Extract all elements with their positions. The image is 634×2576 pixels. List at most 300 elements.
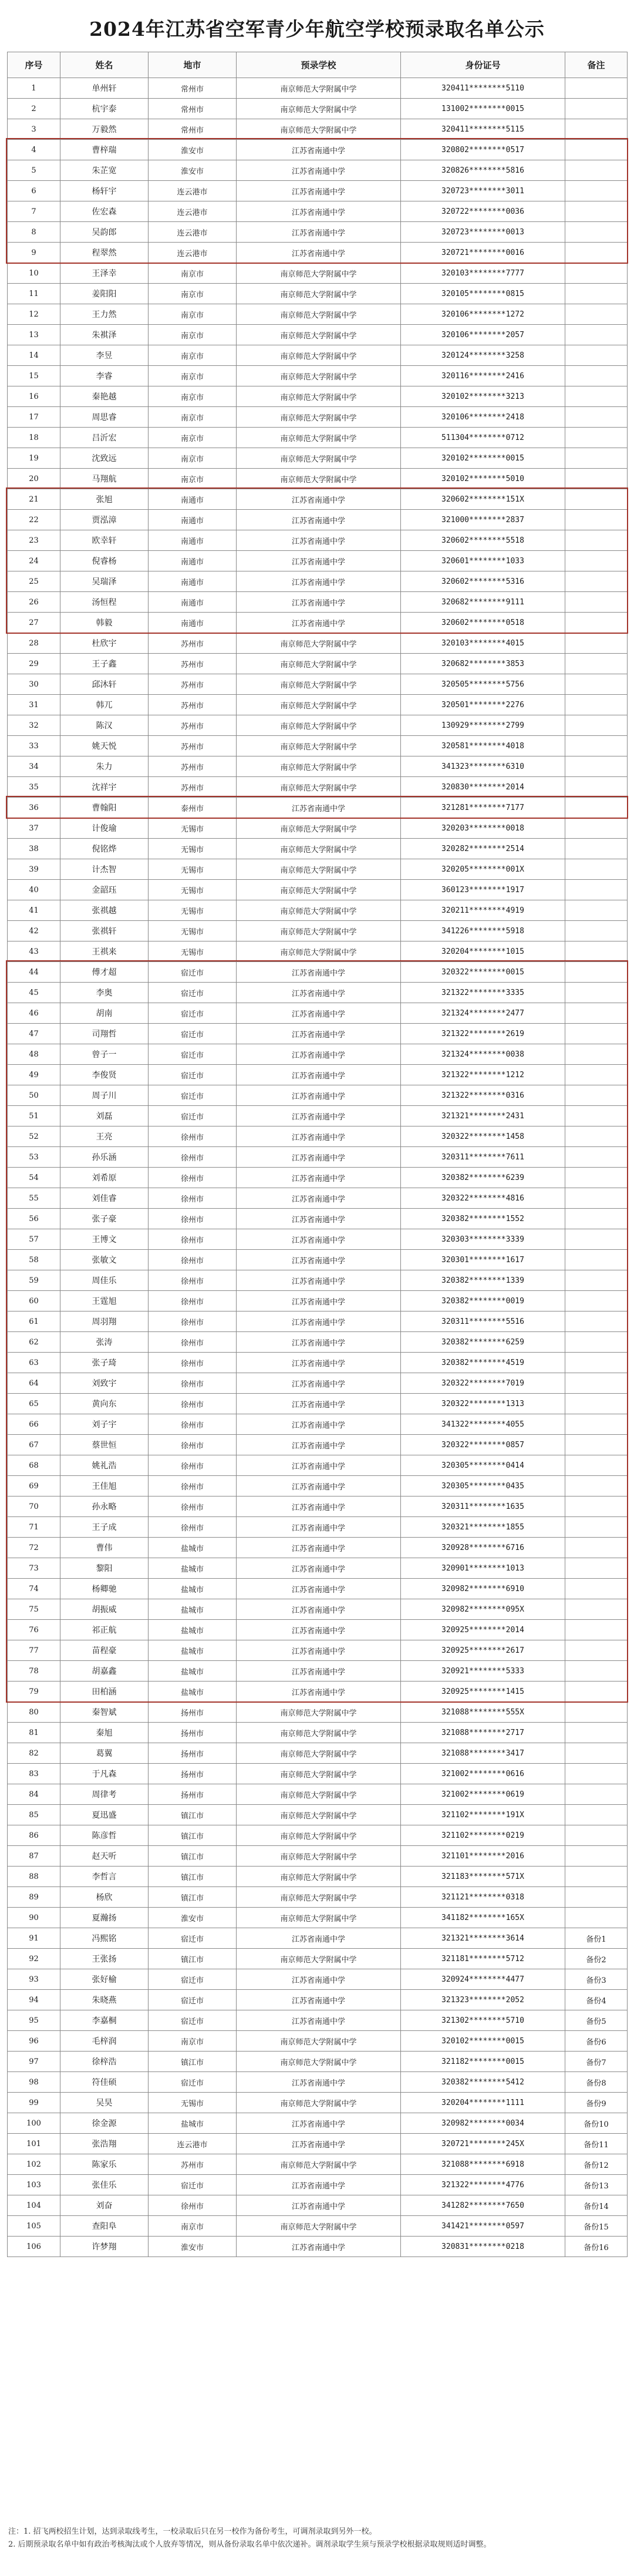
cell-remark — [565, 1085, 628, 1106]
cell-remark: 备份12 — [565, 2154, 628, 2175]
cell-name: 佐宏森 — [60, 201, 149, 222]
cell-id-number: 320982********6910 — [401, 1579, 565, 1599]
table-row — [8, 1949, 628, 1969]
cell-name: 姚礼浩 — [60, 1455, 149, 1476]
table-row — [8, 1270, 628, 1291]
cell-name: 孙永略 — [60, 1496, 149, 1517]
table-row — [8, 1455, 628, 1476]
cell-remark — [565, 1661, 628, 1682]
cell-city: 无锡市 — [149, 859, 237, 880]
cell-index: 102 — [8, 2154, 60, 2175]
cell-name: 张子豪 — [60, 1209, 149, 1229]
cell-school: 南京师范大学附属中学 — [237, 366, 401, 386]
cell-index: 93 — [8, 1969, 60, 1990]
table-row — [8, 1682, 628, 1702]
cell-city: 连云港市 — [149, 222, 237, 243]
cell-id-number: 321322********0316 — [401, 1085, 565, 1106]
cell-city: 南京市 — [149, 448, 237, 469]
cell-city: 盐城市 — [149, 1599, 237, 1620]
cell-school: 南京师范大学附属中学 — [237, 1743, 401, 1764]
cell-city: 常州市 — [149, 119, 237, 140]
table-row — [8, 1784, 628, 1805]
cell-id-number: 131002********0015 — [401, 99, 565, 119]
cell-name: 苗程豪 — [60, 1640, 149, 1661]
cell-id-number: 320601********1033 — [401, 551, 565, 571]
cell-id-number: 320116********2416 — [401, 366, 565, 386]
cell-remark — [565, 1702, 628, 1723]
cell-city: 盐城市 — [149, 2113, 237, 2134]
cell-school: 南京师范大学附属中学 — [237, 777, 401, 798]
cell-id-number: 320321********1855 — [401, 1517, 565, 1538]
cell-name: 金韶珏 — [60, 880, 149, 900]
cell-remark: 备份8 — [565, 2072, 628, 2093]
cell-index: 25 — [8, 571, 60, 592]
admission-table — [7, 52, 628, 2257]
cell-city: 宿迁市 — [149, 1969, 237, 1990]
cell-school: 南京师范大学附属中学 — [237, 1784, 401, 1805]
table-row — [8, 1373, 628, 1394]
cell-school: 江苏省南通中学 — [237, 1558, 401, 1579]
cell-index: 98 — [8, 2072, 60, 2093]
cell-school: 江苏省南通中学 — [237, 1414, 401, 1435]
cell-name: 沈致远 — [60, 448, 149, 469]
cell-school: 江苏省南通中学 — [237, 962, 401, 983]
cell-remark: 备份6 — [565, 2031, 628, 2052]
table-row — [8, 2216, 628, 2237]
cell-name: 马翔航 — [60, 469, 149, 489]
cell-index: 94 — [8, 1990, 60, 2010]
cell-school: 江苏省南通中学 — [237, 510, 401, 530]
cell-name: 吴昊 — [60, 2093, 149, 2113]
cell-remark: 备份14 — [565, 2195, 628, 2216]
cell-city: 苏州市 — [149, 736, 237, 756]
cell-index: 80 — [8, 1702, 60, 1723]
cell-id-number: 320205********001X — [401, 859, 565, 880]
cell-id-number: 130929********2799 — [401, 715, 565, 736]
table-row — [8, 571, 628, 592]
cell-index: 8 — [8, 222, 60, 243]
cell-name: 于凡森 — [60, 1764, 149, 1784]
cell-index: 42 — [8, 921, 60, 941]
cell-id-number: 320802********0517 — [401, 140, 565, 160]
cell-remark — [565, 99, 628, 119]
table-row — [8, 2195, 628, 2216]
cell-city: 徐州市 — [149, 1332, 237, 1353]
cell-id-number: 320581********4018 — [401, 736, 565, 756]
cell-remark: 备份9 — [565, 2093, 628, 2113]
cell-id-number: 320925********2014 — [401, 1620, 565, 1640]
cell-school: 江苏省南通中学 — [237, 1024, 401, 1044]
cell-city: 南通市 — [149, 510, 237, 530]
table-row — [8, 921, 628, 941]
cell-index: 45 — [8, 983, 60, 1003]
cell-school: 江苏省南通中学 — [237, 1928, 401, 1949]
cell-id-number: 320721********0016 — [401, 243, 565, 263]
cell-school: 江苏省南通中学 — [237, 1250, 401, 1270]
table-row — [8, 1476, 628, 1496]
table-row — [8, 2093, 628, 2113]
cell-remark — [565, 1353, 628, 1373]
cell-school: 江苏省南通中学 — [237, 1476, 401, 1496]
cell-index: 74 — [8, 1579, 60, 1599]
table-row — [8, 1250, 628, 1270]
cell-city: 南通市 — [149, 571, 237, 592]
cell-remark — [565, 695, 628, 715]
cell-remark: 备份2 — [565, 1949, 628, 1969]
cell-name: 刘奋 — [60, 2195, 149, 2216]
cell-name: 刘希原 — [60, 1168, 149, 1188]
cell-remark: 备份11 — [565, 2134, 628, 2154]
cell-remark — [565, 1887, 628, 1908]
cell-city: 徐州市 — [149, 2195, 237, 2216]
table-row — [8, 983, 628, 1003]
cell-name: 汤恒程 — [60, 592, 149, 613]
cell-id-number: 341182********165X — [401, 1908, 565, 1928]
cell-index: 10 — [8, 263, 60, 284]
cell-index: 14 — [8, 345, 60, 366]
cell-city: 宿迁市 — [149, 1044, 237, 1065]
cell-name: 李嘉桐 — [60, 2010, 149, 2031]
cell-id-number: 320723********0013 — [401, 222, 565, 243]
cell-city: 镇江市 — [149, 2052, 237, 2072]
cell-id-number: 320211********4919 — [401, 900, 565, 921]
cell-remark — [565, 160, 628, 181]
cell-name: 冯熙铭 — [60, 1928, 149, 1949]
cell-name: 张旭 — [60, 489, 149, 510]
cell-remark — [565, 1579, 628, 1599]
cell-name: 胡振威 — [60, 1599, 149, 1620]
cell-name: 祁正航 — [60, 1620, 149, 1640]
cell-remark — [565, 1435, 628, 1455]
cell-remark — [565, 1332, 628, 1353]
cell-index: 11 — [8, 284, 60, 304]
cell-city: 苏州市 — [149, 777, 237, 798]
cell-remark — [565, 1805, 628, 1825]
cell-id-number: 320102********3213 — [401, 386, 565, 407]
cell-index: 106 — [8, 2237, 60, 2257]
cell-index: 105 — [8, 2216, 60, 2237]
cell-school: 江苏省南通中学 — [237, 798, 401, 818]
cell-index: 18 — [8, 428, 60, 448]
cell-id-number: 321000********2837 — [401, 510, 565, 530]
cell-name: 张子琦 — [60, 1353, 149, 1373]
cell-school: 南京师范大学附属中学 — [237, 736, 401, 756]
cell-school: 江苏省南通中学 — [237, 2010, 401, 2031]
cell-remark — [565, 140, 628, 160]
cell-school: 江苏省南通中学 — [237, 1270, 401, 1291]
cell-city: 徐州市 — [149, 1188, 237, 1209]
cell-name: 周佳乐 — [60, 1270, 149, 1291]
cell-id-number: 321102********0219 — [401, 1825, 565, 1846]
cell-index: 30 — [8, 674, 60, 695]
cell-remark — [565, 941, 628, 962]
cell-index: 46 — [8, 1003, 60, 1024]
cell-remark: 备份5 — [565, 2010, 628, 2031]
cell-id-number: 320305********0435 — [401, 1476, 565, 1496]
cell-city: 无锡市 — [149, 818, 237, 839]
cell-remark — [565, 900, 628, 921]
cell-name: 杨卿驰 — [60, 1579, 149, 1599]
cell-school: 南京师范大学附属中学 — [237, 839, 401, 859]
cell-remark — [565, 571, 628, 592]
table-row — [8, 1496, 628, 1517]
cell-index: 99 — [8, 2093, 60, 2113]
cell-name: 黎阳 — [60, 1558, 149, 1579]
table-row — [8, 1044, 628, 1065]
table-row — [8, 1764, 628, 1784]
cell-city: 徐州市 — [149, 1496, 237, 1517]
cell-id-number: 321322********1212 — [401, 1065, 565, 1085]
cell-remark — [565, 366, 628, 386]
cell-school: 江苏省南通中学 — [237, 1394, 401, 1414]
cell-school: 南京师范大学附属中学 — [237, 263, 401, 284]
cell-city: 宿迁市 — [149, 1003, 237, 1024]
cell-remark — [565, 1846, 628, 1867]
table-row — [8, 1579, 628, 1599]
cell-name: 周子川 — [60, 1085, 149, 1106]
cell-city: 徐州市 — [149, 1394, 237, 1414]
cell-name: 刘致宇 — [60, 1373, 149, 1394]
cell-school: 南京师范大学附属中学 — [237, 1846, 401, 1867]
cell-remark — [565, 428, 628, 448]
cell-id-number: 320102********5010 — [401, 469, 565, 489]
cell-school: 南京师范大学附属中学 — [237, 2093, 401, 2113]
cell-name: 程翠然 — [60, 243, 149, 263]
cell-school: 江苏省南通中学 — [237, 1373, 401, 1394]
cell-city: 泰州市 — [149, 798, 237, 818]
cell-id-number: 321322********4776 — [401, 2175, 565, 2195]
cell-name: 杜欣宇 — [60, 633, 149, 654]
cell-city: 徐州市 — [149, 1250, 237, 1270]
cell-remark — [565, 1373, 628, 1394]
cell-name: 司翔哲 — [60, 1024, 149, 1044]
cell-name: 陈家乐 — [60, 2154, 149, 2175]
table-row — [8, 2052, 628, 2072]
cell-school: 南京师范大学附属中学 — [237, 2154, 401, 2175]
cell-school: 南京师范大学附属中学 — [237, 2031, 401, 2052]
table-row — [8, 345, 628, 366]
cell-city: 盐城市 — [149, 1661, 237, 1682]
table-row — [8, 1394, 628, 1414]
cell-school: 南京师范大学附属中学 — [237, 119, 401, 140]
cell-school: 南京师范大学附属中学 — [237, 304, 401, 325]
cell-index: 69 — [8, 1476, 60, 1496]
cell-id-number: 320721********245X — [401, 2134, 565, 2154]
cell-name: 王博文 — [60, 1229, 149, 1250]
cell-id-number: 341282********7650 — [401, 2195, 565, 2216]
cell-id-number: 320501********2276 — [401, 695, 565, 715]
cell-name: 欧幸轩 — [60, 530, 149, 551]
cell-remark — [565, 633, 628, 654]
cell-remark — [565, 551, 628, 571]
table-row — [8, 592, 628, 613]
cell-remark — [565, 284, 628, 304]
table-row — [8, 386, 628, 407]
cell-index: 50 — [8, 1085, 60, 1106]
cell-school: 南京师范大学附属中学 — [237, 674, 401, 695]
cell-school: 南京师范大学附属中学 — [237, 1764, 401, 1784]
table-row — [8, 1908, 628, 1928]
cell-id-number: 320322********7019 — [401, 1373, 565, 1394]
cell-school: 南京师范大学附属中学 — [237, 325, 401, 345]
table-row — [8, 1209, 628, 1229]
cell-city: 淮安市 — [149, 140, 237, 160]
cell-school: 江苏省南通中学 — [237, 1990, 401, 2010]
cell-name: 张祺越 — [60, 900, 149, 921]
cell-school: 江苏省南通中学 — [237, 2113, 401, 2134]
cell-name: 贾泓漳 — [60, 510, 149, 530]
cell-city: 南通市 — [149, 592, 237, 613]
cell-school: 江苏省南通中学 — [237, 160, 401, 181]
cell-index: 84 — [8, 1784, 60, 1805]
cell-city: 宿迁市 — [149, 2010, 237, 2031]
cell-id-number: 320106********2057 — [401, 325, 565, 345]
cell-school: 江苏省南通中学 — [237, 181, 401, 201]
cell-school: 江苏省南通中学 — [237, 222, 401, 243]
cell-city: 南京市 — [149, 386, 237, 407]
cell-id-number: 320106********1272 — [401, 304, 565, 325]
cell-remark — [565, 654, 628, 674]
cell-city: 南京市 — [149, 263, 237, 284]
cell-name: 万毅然 — [60, 119, 149, 140]
cell-index: 57 — [8, 1229, 60, 1250]
cell-remark — [565, 839, 628, 859]
cell-remark — [565, 181, 628, 201]
table-row — [8, 1599, 628, 1620]
cell-school: 江苏省南通中学 — [237, 1353, 401, 1373]
cell-index: 96 — [8, 2031, 60, 2052]
cell-school: 南京师范大学附属中学 — [237, 859, 401, 880]
cell-index: 28 — [8, 633, 60, 654]
cell-id-number: 320282********2514 — [401, 839, 565, 859]
cell-remark — [565, 756, 628, 777]
table-row — [8, 1168, 628, 1188]
table-row — [8, 695, 628, 715]
cell-school: 江苏省南通中学 — [237, 2134, 401, 2154]
cell-city: 徐州市 — [149, 1270, 237, 1291]
cell-index: 26 — [8, 592, 60, 613]
cell-remark — [565, 1764, 628, 1784]
cell-id-number: 320602********5518 — [401, 530, 565, 551]
cell-remark — [565, 1538, 628, 1558]
cell-remark — [565, 1106, 628, 1126]
cell-school: 南京师范大学附属中学 — [237, 1908, 401, 1928]
cell-school: 江苏省南通中学 — [237, 571, 401, 592]
cell-id-number: 321324********0038 — [401, 1044, 565, 1065]
cell-city: 徐州市 — [149, 1311, 237, 1332]
table-row — [8, 1435, 628, 1455]
table-row — [8, 1003, 628, 1024]
cell-index: 47 — [8, 1024, 60, 1044]
cell-remark — [565, 1126, 628, 1147]
cell-remark — [565, 1044, 628, 1065]
cell-name: 张祺轩 — [60, 921, 149, 941]
cell-id-number: 321182********0015 — [401, 2052, 565, 2072]
cell-remark — [565, 1250, 628, 1270]
cell-city: 镇江市 — [149, 1805, 237, 1825]
cell-city: 淮安市 — [149, 1908, 237, 1928]
cell-remark — [565, 983, 628, 1003]
cell-city: 徐州市 — [149, 1126, 237, 1147]
cell-school: 南京师范大学附属中学 — [237, 99, 401, 119]
cell-name: 李哲言 — [60, 1867, 149, 1887]
cell-index: 103 — [8, 2175, 60, 2195]
cell-school: 南京师范大学附属中学 — [237, 469, 401, 489]
cell-id-number: 320925********2617 — [401, 1640, 565, 1661]
cell-city: 扬州市 — [149, 1743, 237, 1764]
cell-city: 苏州市 — [149, 633, 237, 654]
table-row — [8, 222, 628, 243]
cell-city: 南通市 — [149, 489, 237, 510]
cell-school: 南京师范大学附属中学 — [237, 428, 401, 448]
cell-index: 92 — [8, 1949, 60, 1969]
table-row — [8, 1126, 628, 1147]
cell-index: 5 — [8, 160, 60, 181]
cell-id-number: 320382********0019 — [401, 1291, 565, 1311]
cell-school: 南京师范大学附属中学 — [237, 2052, 401, 2072]
cell-index: 17 — [8, 407, 60, 428]
table-row — [8, 1024, 628, 1044]
cell-name: 朱芷宽 — [60, 160, 149, 181]
cell-school: 江苏省南通中学 — [237, 1661, 401, 1682]
cell-id-number: 321281********7177 — [401, 798, 565, 818]
cell-school: 江苏省南通中学 — [237, 1188, 401, 1209]
cell-name: 周羽翔 — [60, 1311, 149, 1332]
cell-city: 连云港市 — [149, 201, 237, 222]
cell-id-number: 320682********3853 — [401, 654, 565, 674]
cell-index: 31 — [8, 695, 60, 715]
cell-school: 江苏省南通中学 — [237, 551, 401, 571]
table-row — [8, 1990, 628, 2010]
table-row — [8, 1147, 628, 1168]
cell-school: 江苏省南通中学 — [237, 1455, 401, 1476]
header-school: 预录学校 — [237, 52, 401, 78]
cell-index: 36 — [8, 798, 60, 818]
header-index: 序号 — [8, 52, 60, 78]
cell-id-number: 321101********2016 — [401, 1846, 565, 1867]
table-row — [8, 715, 628, 736]
cell-name: 王子成 — [60, 1517, 149, 1538]
cell-index: 67 — [8, 1435, 60, 1455]
cell-name: 朱晓燕 — [60, 1990, 149, 2010]
cell-name: 李昱 — [60, 345, 149, 366]
cell-id-number: 320602********0518 — [401, 613, 565, 633]
cell-id-number: 341322********4055 — [401, 1414, 565, 1435]
table-header-row — [8, 52, 628, 78]
cell-remark — [565, 1867, 628, 1887]
cell-remark — [565, 613, 628, 633]
cell-school: 江苏省南通中学 — [237, 1085, 401, 1106]
cell-city: 南京市 — [149, 407, 237, 428]
cell-remark — [565, 201, 628, 222]
cell-id-number: 320602********151X — [401, 489, 565, 510]
table-row — [8, 78, 628, 99]
cell-school: 南京师范大学附属中学 — [237, 633, 401, 654]
cell-city: 南通市 — [149, 613, 237, 633]
cell-name: 计俊瑜 — [60, 818, 149, 839]
table-row — [8, 181, 628, 201]
table-row — [8, 1743, 628, 1764]
cell-index: 65 — [8, 1394, 60, 1414]
cell-name: 秦艳越 — [60, 386, 149, 407]
cell-index: 58 — [8, 1250, 60, 1270]
table-row — [8, 325, 628, 345]
cell-remark: 备份3 — [565, 1969, 628, 1990]
cell-school: 南京师范大学附属中学 — [237, 715, 401, 736]
cell-school: 江苏省南通中学 — [237, 243, 401, 263]
cell-name: 傅才超 — [60, 962, 149, 983]
table-row — [8, 900, 628, 921]
